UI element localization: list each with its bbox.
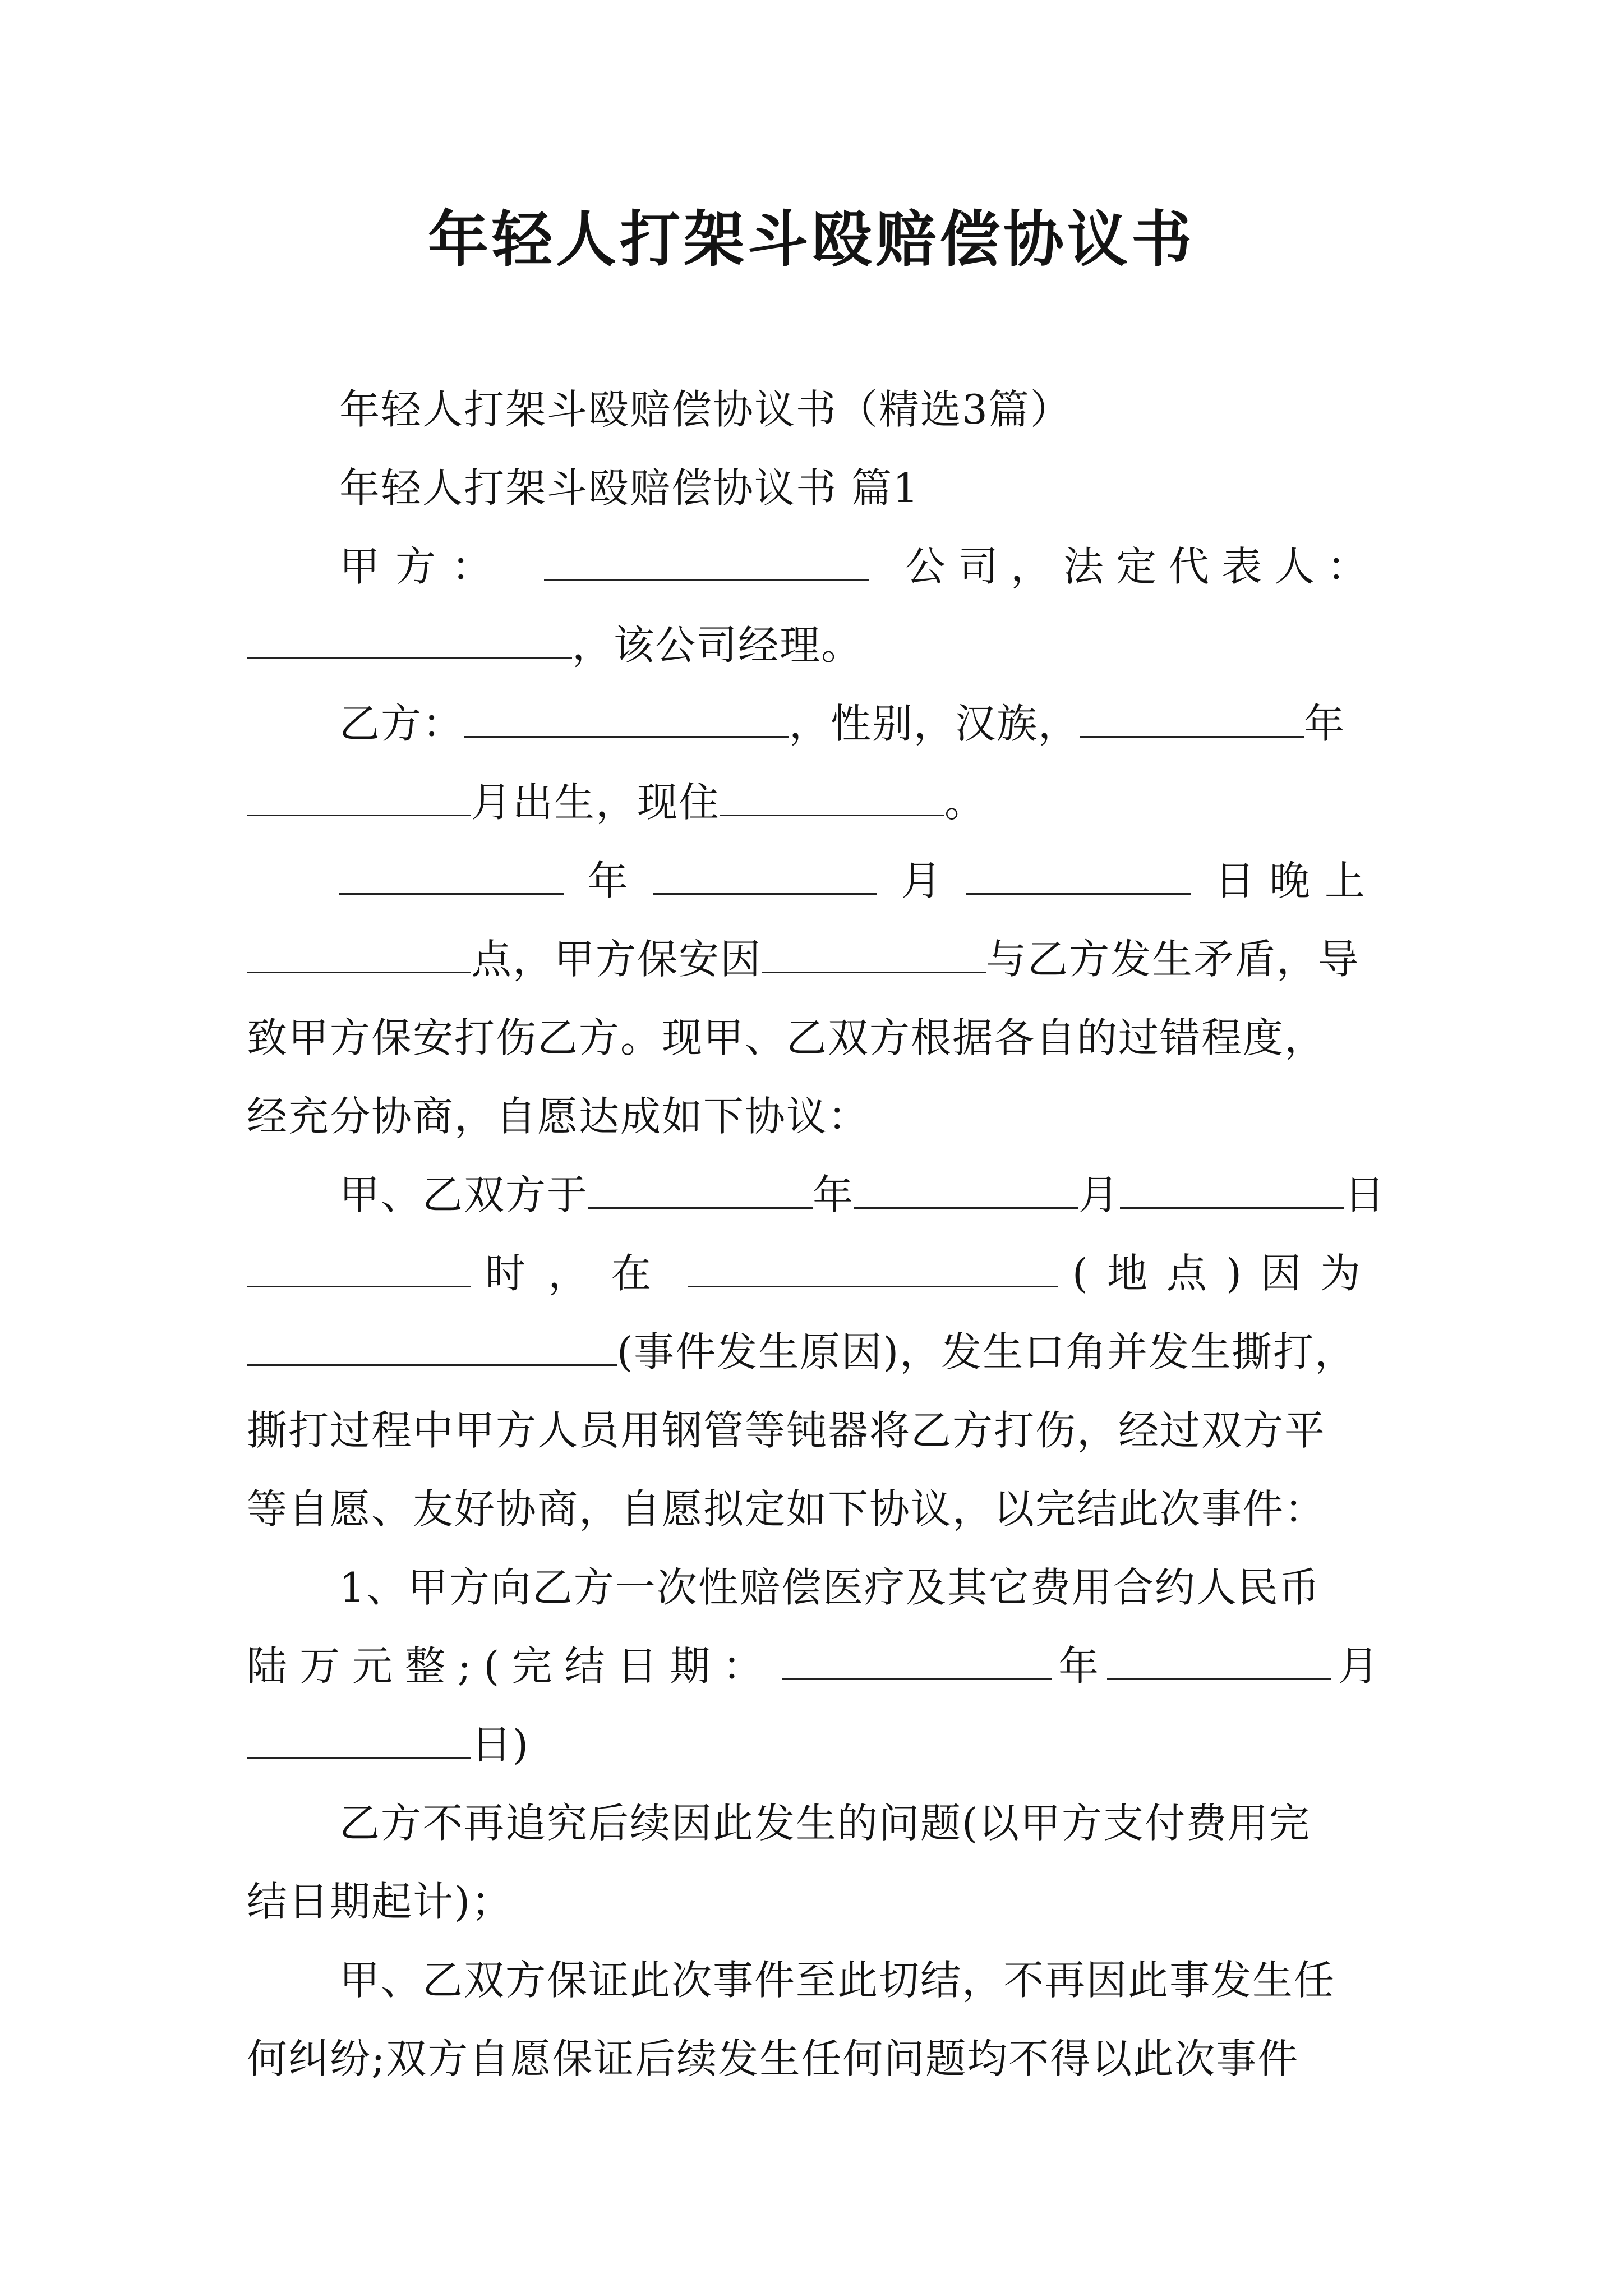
party-a-line [247, 527, 1380, 606]
clause-1-text: 1、甲方向乙方一次性赔偿医疗及其它费用合约人民币 [339, 1564, 1321, 1611]
paragraph-text: 等自愿、友好协商，自愿拟定如下协议，以完结此次事件： [247, 1485, 1326, 1533]
paragraph-text: 乙方不再追究后续因此发生的问题(以甲方支付费用完 [339, 1800, 1311, 1847]
agreement-parties-text: 甲、乙双方于 [339, 1171, 589, 1218]
paragraph-line [247, 1391, 1380, 1470]
party-b-gender-text: ，性别，汉族， [789, 700, 1080, 747]
agreement-day-text: 日 [1344, 1171, 1386, 1218]
subtitle-text: 年轻人打架斗殴赔偿协议书（精选3篇） [339, 386, 1072, 433]
paragraph-line [247, 2019, 1380, 2098]
incident-line-2 [247, 920, 1380, 999]
paragraph-line [247, 1941, 1380, 2019]
agreement-month-text: 月 [1078, 1171, 1121, 1218]
paragraph-text: 致甲方保安打伤乙方。现甲、乙双方根据各自的过错程度， [247, 1014, 1326, 1061]
party-b-line-2 [247, 763, 1380, 841]
party-b-label: 乙方： [339, 700, 464, 747]
incident-month-text: 月 [901, 857, 943, 904]
birth-residence-text: 月出生，现住 [471, 779, 721, 826]
incident-month-blank[interactable] [653, 852, 877, 895]
paragraph-text: 撕打过程中甲方人员用钢管等钝器将乙方打伤，经过双方平 [247, 1407, 1326, 1454]
clause-1-month-blank[interactable] [1107, 1637, 1331, 1680]
paragraph-line [247, 1862, 1380, 1941]
incident-guard-text: 点，甲方保安因 [471, 936, 762, 983]
paragraph-text: 经充分协商，自愿达成如下协议： [247, 1093, 870, 1140]
agreement-date-line [247, 1156, 1386, 1234]
paragraph-line [247, 1470, 1380, 1548]
incident-year-text: 年 [587, 857, 629, 904]
paragraph-text: 结日期起计)； [247, 1878, 513, 1925]
party-a-line-2 [247, 606, 1380, 684]
party-a-manager-text: ，该公司经理。 [572, 622, 863, 669]
clause-1-amount-text: 陆万元整;(完结日期： [247, 1642, 776, 1690]
clause-1-year-blank[interactable] [782, 1637, 1052, 1680]
clause-1-day-blank[interactable] [247, 1715, 471, 1759]
incident-year-blank[interactable] [339, 852, 564, 895]
document-title: 年轻人打架斗殴赔偿协议书 [427, 204, 1195, 275]
party-a-rep-label: 公司，法定代表人： [905, 543, 1380, 590]
incident-date-line [247, 841, 1380, 920]
clause-1-day-line [247, 1705, 1380, 1784]
party-a-label: 甲方： [339, 543, 508, 590]
subtitle-line [247, 370, 1380, 449]
party-a-company-blank[interactable] [544, 537, 869, 581]
agreement-cause-line [247, 1313, 1380, 1391]
party-b-birth-year-blank[interactable] [1080, 694, 1304, 738]
agreement-place-blank[interactable] [688, 1244, 1058, 1287]
party-b-line [247, 684, 1380, 763]
paragraph-line [247, 1784, 1380, 1862]
year-text: 年 [1304, 700, 1346, 747]
paragraph-line [247, 999, 1380, 1077]
party-a-rep-blank[interactable] [247, 616, 572, 659]
section-heading [247, 449, 1380, 527]
incident-reason-blank[interactable] [762, 930, 986, 973]
agreement-hour-blank[interactable] [247, 1244, 471, 1287]
agreement-place-line [247, 1234, 1380, 1313]
party-b-address-blank[interactable] [720, 773, 944, 816]
agreement-cause-blank[interactable] [247, 1323, 617, 1366]
clause-1-month-text: 月 [1338, 1642, 1380, 1690]
period-text: 。 [944, 779, 986, 826]
paragraph-text: 甲、乙双方保证此次事件至此切结，不再因此事发生任 [339, 1957, 1336, 2004]
clause-1-date-line [247, 1627, 1380, 1705]
party-b-birth-month-blank[interactable] [247, 773, 471, 816]
paragraph-line [247, 1077, 1380, 1156]
agreement-year-blank[interactable] [588, 1166, 813, 1209]
clause-1-day-text: 日) [471, 1721, 530, 1768]
party-b-name-blank[interactable] [464, 694, 789, 738]
agreement-time-text: 时，在 [485, 1250, 674, 1297]
incident-day-blank[interactable] [966, 852, 1191, 895]
agreement-place-label: (地点)因为 [1072, 1250, 1380, 1297]
agreement-month-blank[interactable] [854, 1166, 1078, 1209]
incident-conflict-text: 与乙方发生矛盾，导 [986, 936, 1360, 983]
agreement-cause-text: (事件发生原因)，发生口角并发生撕打， [617, 1328, 1357, 1375]
paragraph-text: 何纠纷;双方自愿保证后续发生任何问题均不得以此次事件 [247, 2035, 1299, 2082]
clause-1-line [247, 1548, 1380, 1627]
agreement-day-blank[interactable] [1120, 1166, 1344, 1209]
incident-hour-blank[interactable] [247, 930, 471, 973]
agreement-year-text: 年 [813, 1171, 855, 1218]
clause-1-year-text: 年 [1058, 1642, 1100, 1690]
section-heading-text: 年轻人打架斗殴赔偿协议书 篇1 [339, 464, 920, 512]
incident-evening-text: 日晚上 [1214, 857, 1380, 904]
